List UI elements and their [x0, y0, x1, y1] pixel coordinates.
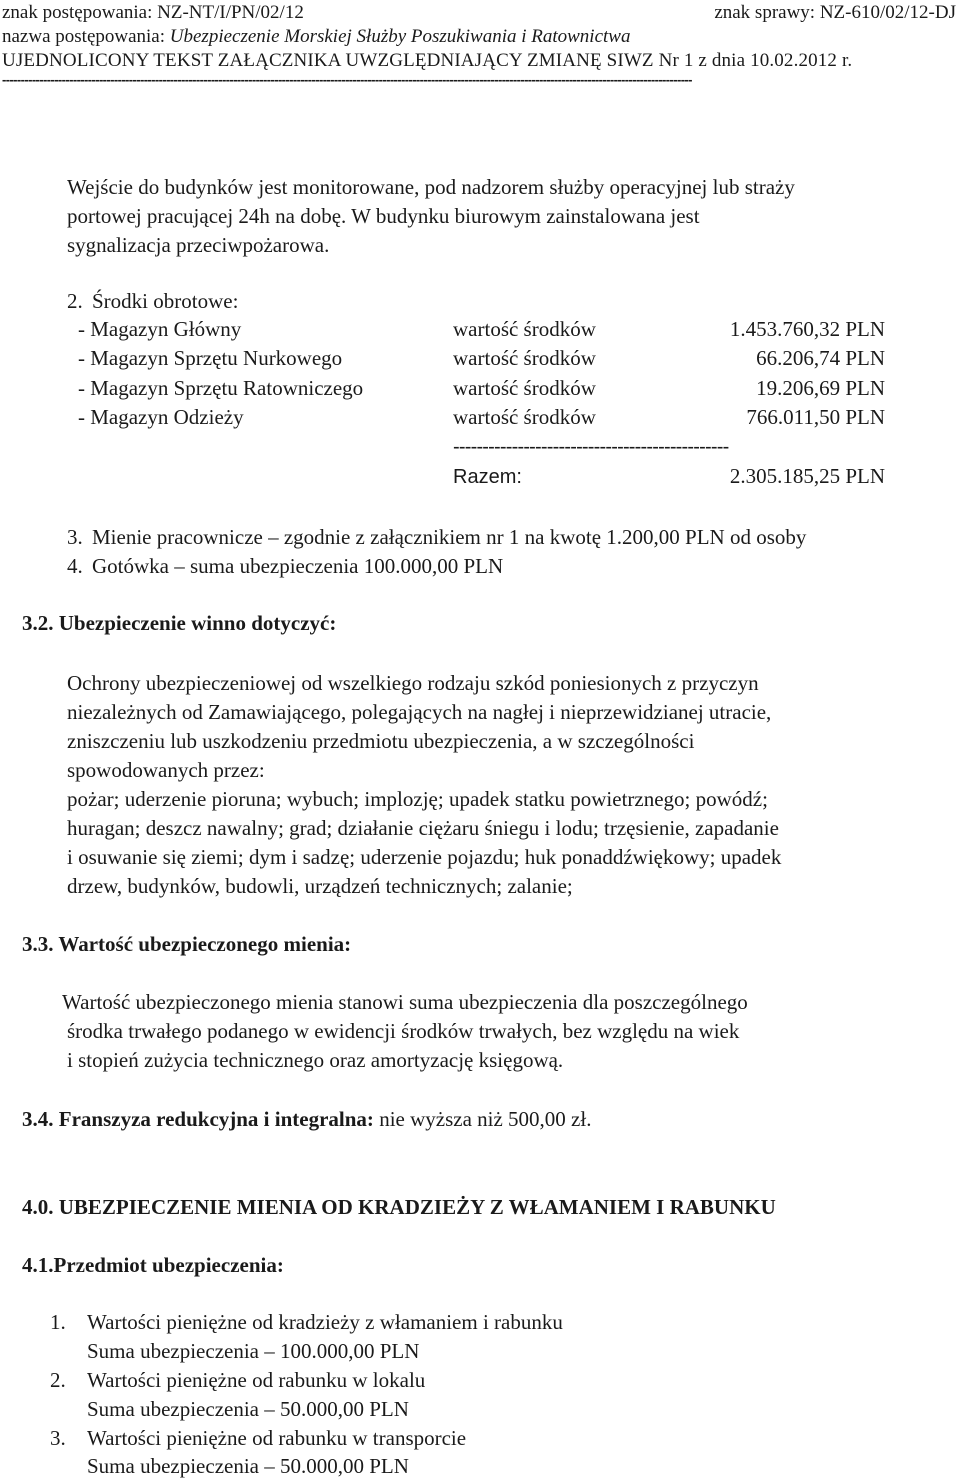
procedure-name: [2, 27, 630, 47]
list-number: 1.: [50, 1310, 66, 1334]
warehouse-value: 1.453.760,32 PLN: [729, 317, 885, 341]
body-line: Wartość ubezpieczonego mienia stanowi suma ubezpieczenia dla poszczególnego: [62, 990, 748, 1014]
cash-item: Gotówka – suma ubezpieczenia 100.000,00 PLN: [92, 554, 504, 578]
case-number-left: znak postępowania: NZ-NT/I/PN/02/12: [2, 2, 304, 23]
value-label: wartość środków: [453, 317, 596, 341]
section-4-1-heading: 4.1.Przedmiot ubezpieczenia:: [22, 1253, 284, 1277]
section-4-0-heading: 4.0. UBEZPIECZENIE MIENIA OD KRADZIEŻY Z WŁAMANIEM I RABUNKU: [22, 1195, 776, 1219]
procedure-name-title: Ubezpieczenie Morskiej Służby Poszukiwania i Ratownictwa: [169, 26, 631, 47]
unified-text-notice: UJEDNOLICONY TEKST ZAŁĄCZNIKA UWZGLĘDNIAJĄCY ZMIANĘ SIWZ Nr 1 z dnia 10.02.2012 r.: [2, 50, 853, 71]
body-line: i osuwanie się ziemi; dym i sadzę; uderzenie pojazdu; huk ponaddźwiękowy; upadek: [67, 845, 782, 869]
insured-item-sum: Suma ubezpieczenia – 50.000,00 PLN: [87, 1397, 409, 1421]
warehouse-row: [0, 346, 960, 375]
body-line: niezależnych od Zamawiającego, polegających na nagłej i nieprzewidzianej utracie,: [67, 700, 772, 724]
case-number-right: znak sprawy: NZ-610/02/12-DJ: [714, 2, 956, 23]
procedure-name-prefix: nazwa postępowania:: [2, 26, 170, 47]
insured-item-title: Wartości pieniężne od rabunku w lokalu: [87, 1368, 426, 1392]
warehouse-value: 766.011,50 PLN: [746, 405, 885, 429]
sum-separator: -----------------------------------------------: [453, 436, 729, 458]
insured-item-sum: Suma ubezpieczenia – 100.000,00 PLN: [87, 1339, 420, 1363]
body-line: i stopień zużycia technicznego oraz amortyzację księgową.: [67, 1048, 564, 1072]
body-line: środka trwałego podanego w ewidencji środków trwałych, bez względu na wiek: [67, 1019, 740, 1043]
intro-line: Wejście do budynków jest monitorowane, pod nadzorem służby operacyjnej lub straży: [67, 175, 795, 199]
warehouse-name: - Magazyn Odzieży: [78, 405, 244, 429]
body-line: zniszczeniu lub uszkodzeniu przedmiotu ubezpieczenia, a w szczególności: [67, 729, 695, 753]
sum-value: 2.305.185,25 PLN: [729, 464, 885, 488]
insured-item-title: Wartości pieniężne od rabunku w transporcie: [87, 1426, 467, 1450]
section-title: Środki obrotowe:: [92, 289, 239, 313]
warehouse-name: - Magazyn Główny: [78, 317, 242, 341]
section-3-4-heading: 3.4. Franszyza redukcyjna i integralna:: [22, 1107, 374, 1131]
intro-line: portowej pracującej 24h na dobę. W budynku biurowym zainstalowana jest: [67, 204, 700, 228]
body-line: spowodowanych przez:: [67, 758, 265, 782]
warehouse-value: 66.206,74 PLN: [756, 346, 885, 370]
warehouse-name: - Magazyn Sprzętu Nurkowego: [78, 346, 343, 370]
value-label: wartość środków: [453, 405, 596, 429]
section-3-3-heading: 3.3. Wartość ubezpieczonego mienia:: [22, 932, 352, 956]
section-3-4: [22, 1105, 591, 1134]
section-number: 2.: [67, 289, 83, 313]
body-line: pożar; uderzenie pioruna; wybuch; implozję; upadek statku powietrznego; powódź;: [67, 787, 768, 811]
list-number: 4.: [67, 554, 83, 578]
warehouse-row: [0, 376, 960, 405]
header-separator: -----------------------------------------------------------------------------------------------------------------------------------------------------------------------------------------: [2, 72, 692, 87]
sum-label: Razem:: [453, 466, 522, 488]
insured-item-sum: Suma ubezpieczenia – 50.000,00 PLN: [87, 1454, 409, 1478]
section-3-2-heading: 3.2. Ubezpieczenie winno dotyczyć:: [22, 611, 337, 635]
list-number: 2.: [50, 1368, 66, 1392]
body-line: Ochrony ubezpieczeniowej od wszelkiego rodzaju szkód poniesionych z przyczyn: [67, 671, 759, 695]
body-line: huragan; deszcz nawalny; grad; działanie ciężaru śniegu i lodu; trzęsienie, zapadanie: [67, 816, 779, 840]
warehouse-row: [0, 317, 960, 346]
warehouse-row: [0, 405, 960, 434]
insured-item-title: Wartości pieniężne od kradzieży z włamaniem i rabunku: [87, 1310, 563, 1334]
list-number: 3.: [50, 1426, 66, 1450]
employee-property-item: Mienie pracownicze – zgodnie z załącznikiem nr 1 na kwotę 1.200,00 PLN od osoby: [92, 525, 807, 549]
section-3-4-text: nie wyższa niż 500,00 zł.: [373, 1107, 592, 1131]
value-label: wartość środków: [453, 346, 596, 370]
list-number: 3.: [67, 525, 83, 549]
warehouse-value: 19.206,69 PLN: [756, 376, 885, 400]
sum-row: [0, 464, 960, 493]
warehouse-name: - Magazyn Sprzętu Ratowniczego: [78, 376, 364, 400]
body-line: drzew, budynków, budowli, urządzeń technicznych; zalanie;: [67, 874, 573, 898]
value-label: wartość środków: [453, 376, 596, 400]
intro-line: sygnalizacja przeciwpożarowa.: [67, 233, 330, 257]
